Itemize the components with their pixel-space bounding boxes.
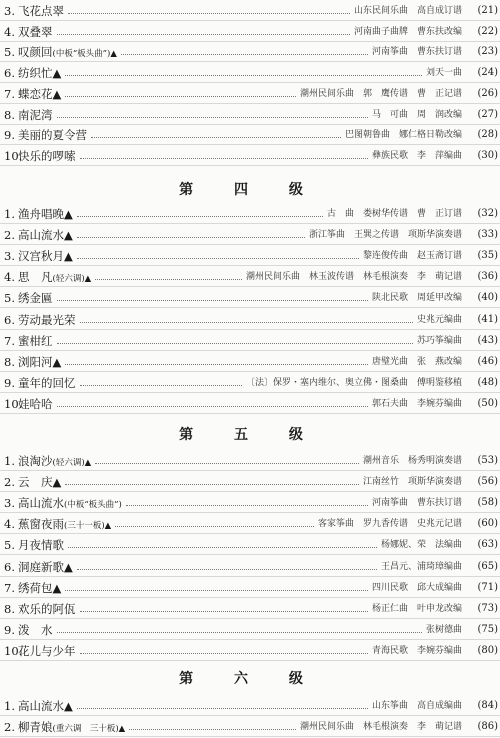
entry-page-number: (40)	[477, 292, 498, 304]
entry-title: 绣荷包▲	[18, 580, 62, 595]
entry-number: 9.	[4, 622, 15, 637]
dot-leader	[68, 547, 377, 548]
entry-number: 2.	[4, 720, 15, 734]
entry-page-number: (48)	[477, 376, 498, 388]
toc-entry-row[interactable]	[0, 642, 500, 661]
entry-credit: 客家筝曲 罗九香传谱 史兆元记谱	[317, 519, 462, 530]
entry-page-number: (32)	[477, 208, 498, 219]
entry-page-number: (56)	[477, 476, 498, 488]
entry-number: 4.	[4, 24, 15, 39]
entry-number: 6.	[4, 66, 15, 81]
entry-page-number: (22)	[477, 25, 498, 37]
entry-credit: 陕北民歌 周延甲改编	[371, 293, 462, 304]
entry-note: (中板“板头曲”)	[64, 500, 122, 511]
entry-credit: 苏巧筝编曲	[416, 335, 462, 346]
dot-leader	[57, 632, 422, 633]
entry-page-number: (41)	[477, 313, 498, 325]
entry-title: 蝶恋花▲	[18, 86, 62, 101]
toc-entry-row[interactable]	[0, 23, 500, 42]
entry-page-number: (24)	[477, 67, 498, 79]
entry-page-number: (33)	[477, 229, 498, 241]
entry-page-number: (46)	[477, 355, 498, 367]
entry-credit: 河南曲子曲牌 曹东扶改编	[353, 26, 462, 37]
entry-credit: 黎连俊传曲 赵玉斋订谱	[362, 251, 462, 262]
entry-credit: 杨正仁曲 叶申龙改编	[371, 603, 462, 614]
entry-credit: 潮州民间乐曲 郭 鹰传谱 曹 正记谱	[299, 88, 462, 99]
entry-title: 柳青娘(重六调 三十板)▲	[18, 720, 126, 734]
entry-credit: 潮州音乐 杨秀明演奏谱	[362, 456, 462, 466]
dot-leader	[68, 13, 350, 14]
entry-credit: 史兆元编曲	[416, 314, 462, 325]
entry-credit: 张树德曲	[425, 624, 462, 635]
entry-number: 9.	[4, 375, 15, 390]
toc-entry-row[interactable]	[0, 374, 500, 393]
entry-page-number: (53)	[477, 455, 498, 466]
entry-title: 叹颜回(中板“板头曲”)▲	[18, 45, 117, 60]
entry-title: 花儿与少年	[18, 643, 76, 658]
dot-leader	[65, 96, 296, 97]
entry-page-number: (23)	[477, 46, 498, 58]
toc-entry-row[interactable]	[0, 311, 500, 330]
entry-credit: 江南丝竹 项斯华演奏谱	[362, 477, 462, 488]
toc-entry-row[interactable]	[0, 43, 500, 62]
entry-note: (重六调 三十板)▲	[52, 724, 126, 734]
entry-page-number: (73)	[477, 602, 498, 614]
toc-entry-row[interactable]	[0, 205, 500, 224]
entry-page-number: (75)	[477, 623, 498, 635]
entry-page-number: (35)	[477, 250, 498, 262]
entry-page-number: (43)	[477, 334, 498, 346]
entry-title: 云 庆▲	[18, 475, 62, 490]
dot-leader	[57, 406, 368, 407]
toc-entry-row[interactable]	[0, 494, 500, 513]
entry-number: 9.	[4, 128, 15, 143]
dot-leader	[80, 158, 368, 159]
entry-number: 10.	[4, 148, 23, 163]
entry-title: 高山流水(中板“板头曲”)	[18, 496, 122, 511]
entry-number: 2.	[4, 228, 15, 243]
dot-leader	[95, 279, 242, 280]
entry-page-number: (21)	[477, 5, 498, 16]
dot-leader	[65, 590, 368, 591]
toc-entry-row[interactable]	[0, 579, 500, 598]
entry-number: 5.	[4, 45, 15, 60]
toc-entry-row[interactable]	[0, 147, 500, 166]
entry-title: 浏阳河▲	[18, 354, 62, 369]
toc-entry-row[interactable]	[0, 289, 500, 308]
dot-leader	[57, 300, 368, 301]
entry-page-number: (58)	[477, 497, 498, 509]
entry-page-number: (63)	[477, 539, 498, 551]
dot-leader	[80, 322, 413, 323]
dot-leader	[65, 75, 422, 76]
entry-title: 童年的回忆	[18, 375, 76, 390]
entry-page-number: (26)	[477, 87, 498, 99]
entry-number: 6.	[4, 312, 15, 327]
entry-credit: 古 曲 娄树华传谱 曹 正订谱	[326, 209, 462, 219]
dot-leader	[126, 505, 368, 506]
entry-title: 纺织忙▲	[18, 66, 62, 81]
toc-entry-row[interactable]	[0, 85, 500, 104]
entry-note: (轻六调)▲	[52, 274, 92, 285]
toc-entry-row[interactable]	[0, 247, 500, 266]
entry-number: 3.	[4, 249, 15, 264]
entry-credit: 马 可曲 周 润改编	[371, 109, 462, 120]
toc-entry-row[interactable]	[0, 64, 500, 83]
entry-title: 蕉窗夜雨(三十一板)▲	[18, 517, 112, 532]
entry-title: 美丽的夏令营	[18, 128, 87, 143]
toc-entry-row[interactable]	[0, 621, 500, 640]
entry-page-number: (71)	[477, 581, 498, 593]
dot-leader	[115, 526, 314, 527]
dot-leader	[129, 729, 296, 730]
dot-leader	[77, 569, 377, 570]
toc-entry-row[interactable]	[0, 515, 500, 534]
entry-credit: 河南筝曲 曹东扶订谱	[371, 498, 462, 509]
dot-leader	[65, 364, 368, 365]
entry-page-number: (60)	[477, 518, 498, 530]
entry-page-number: (65)	[477, 560, 498, 572]
entry-page-number: (28)	[477, 129, 498, 141]
entry-page-number: (50)	[477, 397, 498, 409]
entry-credit: 巴图朝鲁曲 娜仁格日勒改编	[344, 130, 462, 141]
toc-entry-row[interactable]	[0, 536, 500, 555]
entry-number: 1.	[4, 699, 15, 713]
entry-page-number: (86)	[477, 721, 498, 732]
entry-title: 高山流水▲	[18, 228, 73, 243]
entry-title: 浪淘沙(轻六调)▲	[18, 454, 92, 468]
entry-title: 月夜情歌	[18, 538, 64, 553]
section-heading: 第 五 级	[179, 427, 321, 443]
toc-entry-row[interactable]	[0, 226, 500, 245]
dot-leader	[65, 484, 359, 485]
entry-credit: 潮州民间乐曲 林玉波传谱 林毛根演奏 李 萌记谱	[245, 272, 462, 283]
entry-title: 蜜柑红	[18, 333, 53, 348]
entry-credit: 杨娜妮、荣 法编曲	[380, 540, 462, 551]
entry-number: 10.	[4, 396, 23, 411]
entry-credit: 彝族民歌 李 萍编曲	[371, 150, 462, 161]
entry-title: 高山流水▲	[18, 699, 73, 713]
entry-number: 1.	[4, 207, 15, 221]
toc-entry-row[interactable]	[0, 2, 500, 21]
entry-title: 快乐的啰嗦	[18, 148, 76, 163]
entry-title: 双叠翠	[18, 24, 53, 39]
entry-number: 8.	[4, 107, 15, 122]
entry-number: 8.	[4, 601, 15, 616]
section-heading: 第 六 级	[179, 671, 321, 687]
dot-leader	[57, 343, 413, 344]
entry-number: 5.	[4, 538, 15, 553]
dot-leader	[57, 34, 350, 35]
entry-title: 欢乐的阿佤	[18, 601, 76, 616]
entry-page-number: (30)	[477, 149, 498, 161]
toc-entry-row[interactable]	[0, 452, 500, 471]
entry-number: 7.	[4, 333, 15, 348]
dot-leader	[77, 237, 305, 238]
entry-credit: 刘天一曲	[425, 68, 462, 79]
toc-entry-row[interactable]	[0, 353, 500, 372]
dot-leader	[121, 54, 368, 55]
entry-title: 南泥湾	[18, 107, 53, 122]
entry-title: 飞花点翠	[18, 4, 64, 18]
dot-leader	[91, 137, 341, 138]
toc-entry-row[interactable]	[0, 395, 500, 414]
entry-title: 思 凡(轻六调)▲	[18, 270, 92, 285]
toc-entry-row[interactable]	[0, 600, 500, 619]
entry-title: 洞庭新歌▲	[18, 559, 73, 574]
dot-leader	[95, 463, 359, 464]
toc-entry-row[interactable]	[0, 718, 500, 737]
entry-credit: 青海民歌 李婉芬编曲	[371, 645, 462, 656]
entry-credit: 四川民歌 邱大成编曲	[371, 582, 462, 593]
entry-title: 绣金匾	[18, 291, 53, 306]
entry-credit: 河南筝曲 曹东扶订谱	[371, 47, 462, 58]
entry-number: 10.	[4, 643, 23, 658]
entry-number: 7.	[4, 86, 15, 101]
dot-leader	[77, 708, 368, 709]
toc-entry-row[interactable]	[0, 126, 500, 145]
entry-credit: 山东筝曲 高自成编曲	[371, 701, 462, 711]
entry-number: 7.	[4, 580, 15, 595]
dot-leader	[80, 653, 368, 654]
entry-number: 5.	[4, 291, 15, 306]
toc-entry-row[interactable]	[0, 558, 500, 577]
dot-leader	[77, 258, 359, 259]
entry-page-number: (84)	[477, 700, 498, 711]
dot-leader	[77, 216, 323, 217]
entry-page-number: (36)	[477, 271, 498, 283]
entry-credit: 潮州民间乐曲 林毛根演奏 李 萌记谱	[299, 722, 462, 732]
entry-title: 渔舟唱晚▲	[18, 207, 73, 221]
toc-entry-row[interactable]	[0, 268, 500, 287]
entry-title: 娃哈哈	[18, 396, 53, 411]
entry-number: 3.	[4, 4, 15, 18]
toc-entry-row[interactable]	[0, 106, 500, 125]
entry-page-number: (27)	[477, 108, 498, 120]
entry-credit: 王昌元、浦琦璋编曲	[380, 561, 462, 572]
entry-page-number: (80)	[477, 644, 498, 656]
entry-title: 劳动最光荣	[18, 312, 76, 327]
entry-title: 汉宫秋月▲	[18, 249, 73, 264]
entry-number: 4.	[4, 517, 15, 532]
toc-entry-row[interactable]	[0, 332, 500, 351]
entry-number: 3.	[4, 496, 15, 511]
entry-number: 1.	[4, 454, 15, 468]
entry-number: 2.	[4, 475, 15, 490]
entry-number: 4.	[4, 270, 15, 285]
entry-note: (三十一板)▲	[64, 521, 112, 532]
dot-leader	[80, 611, 368, 612]
entry-credit: 唐璧光曲 张 燕改编	[371, 356, 462, 367]
section-heading: 第 四 级	[179, 182, 321, 198]
entry-credit: 郭石夫曲 李婉芬编曲	[371, 398, 462, 409]
toc-entry-row[interactable]	[0, 697, 500, 716]
dot-leader	[57, 117, 368, 118]
entry-credit: 山东民间乐曲 高自成订谱	[353, 6, 462, 16]
entry-credit: 〔法〕保罗・塞内维尔、奥立佛・图桑曲 傅明鉴移植	[245, 377, 462, 388]
entry-credit: 浙江筝曲 王巽之传谱 项斯华演奏谱	[308, 230, 462, 241]
entry-note: (轻六调)▲	[52, 458, 92, 468]
entry-title: 泼 水	[18, 622, 53, 637]
dot-leader	[80, 385, 242, 386]
entry-number: 8.	[4, 354, 15, 369]
entry-number: 6.	[4, 559, 15, 574]
entry-note: (中板“板头曲”)▲	[52, 49, 117, 60]
toc-entry-row[interactable]	[0, 473, 500, 492]
